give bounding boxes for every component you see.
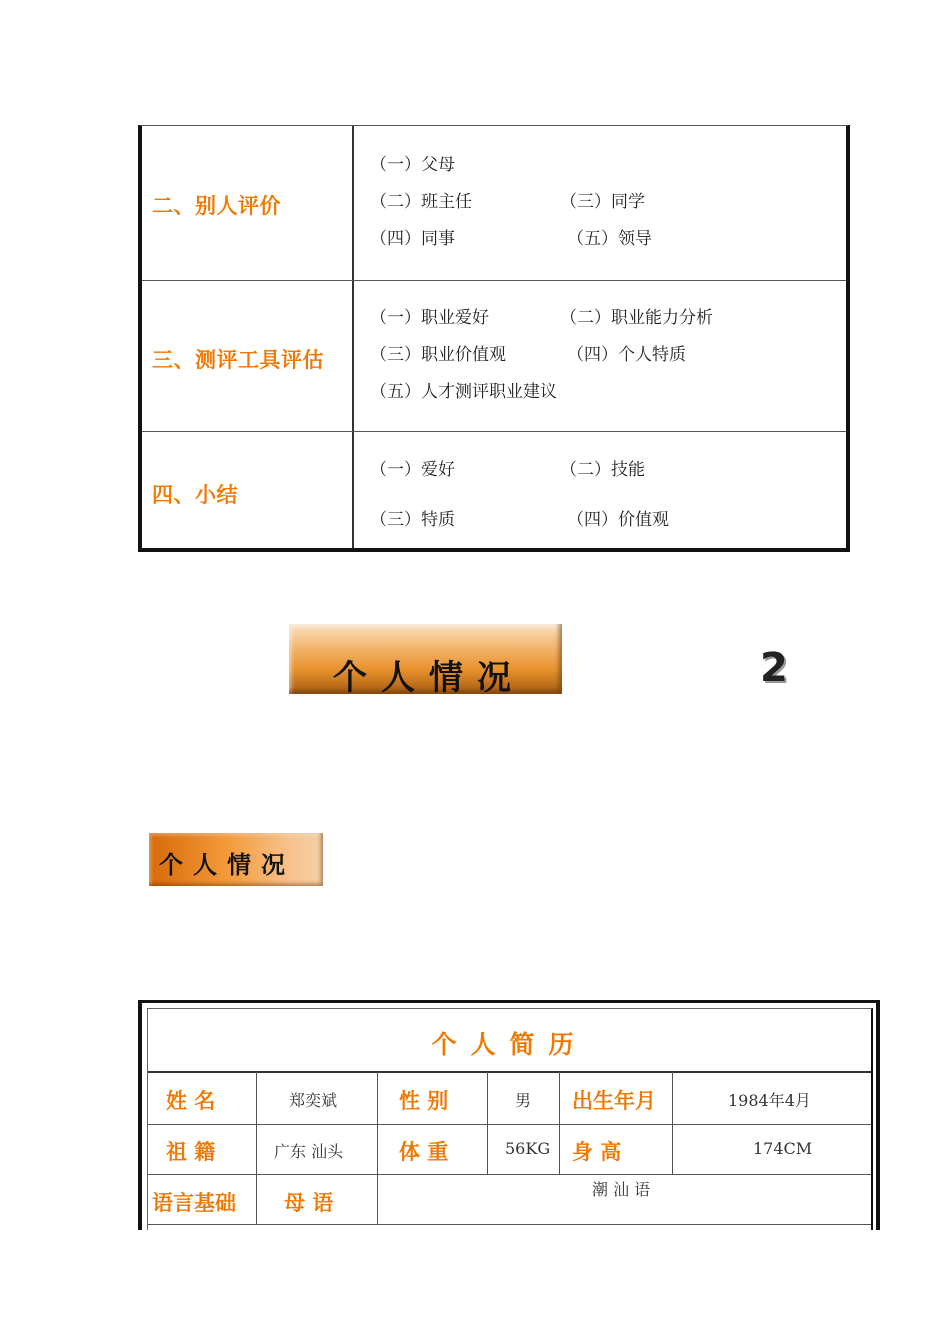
resume-table <box>138 1000 880 1230</box>
label-height: 身 高 <box>572 1140 622 1164</box>
column-divider <box>377 1072 378 1224</box>
value-name: 郑奕斌 <box>289 1091 338 1110</box>
label-weight: 体 重 <box>399 1140 449 1164</box>
list-item: （四）价值观 <box>567 510 669 530</box>
value-height: 174CM <box>753 1139 813 1158</box>
section-row-assessment-tools <box>142 281 846 432</box>
list-item: （二）技能 <box>560 460 645 480</box>
list-item: （三）特质 <box>370 510 455 530</box>
section-title: 二、别人评价 <box>152 194 281 218</box>
list-item: （四）同事 <box>370 229 455 249</box>
section-banner-small <box>149 833 323 886</box>
banner-title: 个人情况 <box>333 658 525 698</box>
resume-title: 个人简历 <box>431 1030 588 1059</box>
list-item: （三）职业价值观 <box>370 345 506 365</box>
value-birth: 1984年4月 <box>728 1091 811 1110</box>
label-birth: 出生年月 <box>572 1089 656 1113</box>
label-origin: 祖 籍 <box>166 1140 216 1164</box>
list-item: （二）职业能力分析 <box>560 308 713 328</box>
column-divider <box>672 1072 673 1174</box>
label-gender: 性 别 <box>399 1089 449 1113</box>
column-divider <box>559 1072 560 1174</box>
list-item: （一）父母 <box>370 155 455 175</box>
value-origin: 广东 汕头 <box>274 1142 344 1161</box>
section-title: 三、测评工具评估 <box>152 348 324 372</box>
page-number: 2 <box>760 645 788 691</box>
list-item: （二）班主任 <box>370 192 472 212</box>
list-item: （一）职业爱好 <box>370 308 489 328</box>
list-item: （四）个人特质 <box>567 345 686 365</box>
list-item: （三）同学 <box>560 192 645 212</box>
value-gender: 男 <box>515 1091 532 1110</box>
value-mother-tongue: 潮 汕 语 <box>592 1180 651 1199</box>
column-divider <box>256 1072 257 1224</box>
resume-inner-frame <box>147 1008 873 1230</box>
label-mother-tongue: 母 语 <box>284 1191 334 1215</box>
list-item: （五）人才测评职业建议 <box>370 382 557 402</box>
banner-title: 个人情况 <box>159 851 295 879</box>
column-divider <box>487 1072 488 1174</box>
section-title: 四、小结 <box>152 483 238 507</box>
value-weight: 56KG <box>505 1139 551 1158</box>
section-row-summary <box>142 432 846 549</box>
section-row-others-evaluation <box>142 126 846 281</box>
outline-table <box>138 125 850 552</box>
list-item: （五）领导 <box>567 229 652 249</box>
row-divider <box>148 1224 871 1225</box>
label-language: 语言基础 <box>152 1191 236 1215</box>
section-banner-large <box>289 624 562 698</box>
label-name: 姓 名 <box>166 1089 216 1113</box>
list-item: （一）爱好 <box>370 460 455 480</box>
